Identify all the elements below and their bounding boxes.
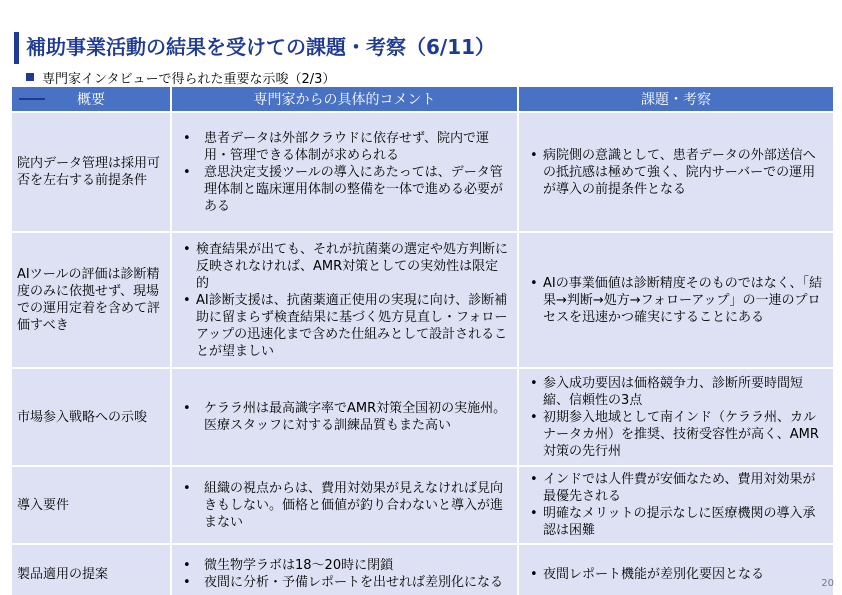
comment-item: • ケララ州は最高識字率でAMR対策全国初の実施州。医療スタッフに対する訓練品質もまた高い — [183, 401, 507, 433]
bullet-dot: • — [183, 164, 191, 180]
header-overview: 概要 — [12, 87, 170, 111]
subtitle: 専門家インタビューで得られた重要な示唆（2/3） — [42, 71, 336, 87]
row-insights — [519, 545, 833, 595]
bullet-dot: • — [183, 575, 191, 590]
table-row — [12, 113, 833, 231]
row-insights — [519, 369, 833, 465]
table-row — [12, 467, 833, 543]
comment-item: • 意思決定支援ツールの導入にあたっては、データ管理体制と臨床運用体制の整備を一体で進める必要がある — [183, 164, 504, 214]
bullet-dot: • — [530, 375, 538, 391]
bullet-dot: • — [530, 275, 538, 291]
insight-item: • 明確なメリットの提示なしに医療機関の導入承認は困難 — [530, 506, 816, 538]
bullet-dot: • — [183, 401, 191, 416]
bullet-dot: • — [183, 292, 191, 308]
row-comments — [172, 545, 517, 595]
row-topic: 市場参入戦略への示唆 — [12, 369, 170, 465]
bullet-dot: • — [530, 147, 538, 163]
comment-item: • 患者データは外部クラウドに依存せず、院内で運用・管理できる体制が求められる — [183, 130, 489, 163]
subtitle-row — [26, 68, 335, 86]
bullet-dot: • — [183, 241, 191, 257]
row-comments — [172, 369, 517, 465]
header-insights: 課題・考察 — [519, 87, 833, 111]
bullet-dot: • — [530, 409, 538, 425]
findings-table — [10, 85, 835, 595]
bullet-dot: • — [183, 558, 191, 573]
title-accent-bar — [14, 32, 19, 64]
comment-item: • 夜間に分析・予備レポートを出せれば差別化になる — [183, 575, 504, 590]
row-comments — [172, 233, 517, 367]
table-row — [12, 233, 833, 367]
comment-item: • 微生物学ラボは18〜20時に閉鎖 — [183, 558, 394, 573]
row-topic: 製品適用の提案 — [12, 545, 170, 595]
bullet-dot: • — [530, 506, 538, 521]
row-comments — [172, 113, 517, 231]
row-topic: AIツールの評価は診断精度のみに依拠せず、現場での運用定着を含めて評価すべき — [12, 233, 170, 367]
bullet-dot: • — [183, 130, 191, 146]
insight-item: • 初期参入地域として南インド（ケララ州、カルナータカ州）を推奨、技術受容性が高く、AMR対策の先行州 — [530, 409, 819, 459]
page-title: 補助事業活動の結果を受けての課題・考察（6/11） — [26, 35, 496, 59]
table-header-row — [12, 87, 833, 111]
square-bullet-icon — [26, 73, 34, 81]
row-insights — [519, 467, 833, 543]
row-comments — [172, 467, 517, 543]
bullet-dot: • — [183, 480, 191, 496]
insight-item: • インドでは人件費が安価なため、費用対効果が最優先される — [530, 472, 816, 504]
table-row — [12, 369, 833, 465]
insight-item: • 夜間レポート機能が差別化要因となる — [530, 566, 765, 582]
insight-item: • AIの事業価値は診断精度そのものではなく、「結果→判断→処方→フォローアップ」の一連のプロセスを迅速かつ確実にすることにある — [530, 275, 822, 325]
comment-item: • AI診断支援は、抗菌薬適正使用の実現に向け、診断補助に留まらず検査結果に基づく処方見直し・フォローアップの迅速化まで含めた仕組みとして設計されることが望ましい — [183, 292, 508, 359]
row-insights — [519, 233, 833, 367]
bullet-dot: • — [530, 472, 538, 487]
bullet-dot: • — [530, 566, 538, 582]
header-comments: 専門家からの具体的コメント — [172, 87, 517, 111]
insight-item: • 参入成功要因は価格競争力、診断所要時間短縮、信頼性の3点 — [530, 375, 804, 408]
table-row — [12, 545, 833, 595]
page-number: 20 — [821, 578, 834, 589]
header-dash-mark — [19, 98, 45, 100]
row-topic: 導入要件 — [12, 467, 170, 543]
comment-item: • 検査結果が出ても、それが抗菌薬の選定や処方判断に反映されなければ、AMR対策としての実効性は限定的 — [183, 241, 509, 291]
row-insights — [519, 113, 833, 231]
insight-item: • 病院側の意識として、患者データの外部送信への抵抗感は極めて強く、院内サーバーでの運用が導入の前提条件となる — [530, 147, 816, 197]
row-topic: 院内データ管理は採用可否を左右する前提条件 — [12, 113, 170, 231]
comment-item: • 組織の視点からは、費用対効果が見えなければ見向きもしない。価格と価値が釣り合わないと導入が進まない — [183, 480, 504, 530]
